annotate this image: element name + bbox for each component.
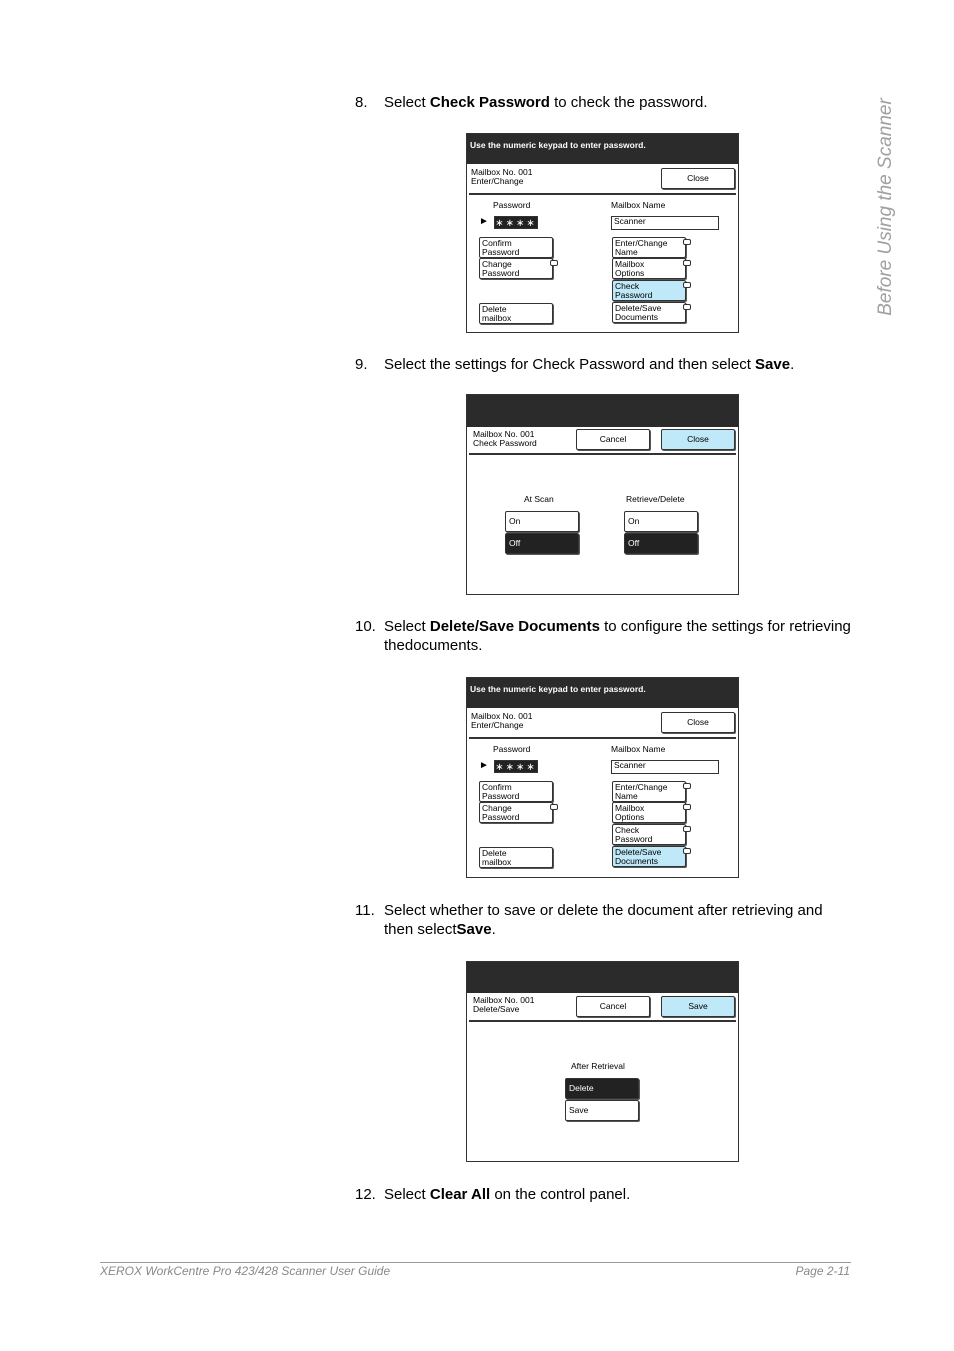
mailbox-name-field[interactable]: Scanner <box>611 760 719 774</box>
change-password-button[interactable] <box>479 802 553 823</box>
step-text <box>384 355 854 374</box>
delete-mailbox-button[interactable]: Delete mailbox <box>479 303 553 324</box>
save-option-button[interactable]: Save <box>565 1100 639 1121</box>
step-text <box>384 901 854 939</box>
screen-header: Mailbox No. 001 Enter/Change <box>471 167 533 186</box>
screen-check-password <box>466 394 739 595</box>
at-scan-off-button[interactable]: Off <box>505 533 579 554</box>
step-text-bold: Check Password <box>429 94 550 111</box>
step-text <box>384 617 854 655</box>
submenu-icon <box>683 304 691 310</box>
step-text-pre: Select the settings for Check Password and then select <box>384 356 756 373</box>
delete-mailbox-button[interactable]: Delete mailbox <box>479 847 553 868</box>
change-password-button[interactable] <box>479 258 553 279</box>
step-text-pre: Select <box>384 1186 430 1203</box>
check-password-label: Check Password <box>615 281 653 300</box>
delete-save-documents-label: Delete/Save Documents <box>615 847 662 866</box>
pointer-arrow-icon: ► <box>479 216 489 227</box>
submenu-icon <box>550 804 558 810</box>
step-number: 8. <box>355 94 368 111</box>
password-label: Password <box>493 744 531 754</box>
change-password-label: Change Password <box>482 803 520 822</box>
instruction-bar: Use the numeric keypad to enter password. <box>467 678 738 708</box>
step-text-bold: Save <box>456 921 492 938</box>
save-button[interactable]: Save <box>661 996 735 1017</box>
confirm-password-button[interactable]: Confirm Password <box>479 237 553 258</box>
mailbox-options-label: Mailbox Options <box>615 803 645 822</box>
mailbox-options-label: Mailbox Options <box>615 259 645 278</box>
enter-change-name-button[interactable] <box>612 781 686 802</box>
submenu-icon <box>683 804 691 810</box>
submenu-icon <box>683 848 691 854</box>
screen-delete-save <box>466 961 739 1162</box>
screen-header: Mailbox No. 001 Delete/Save <box>473 995 535 1014</box>
retrieve-delete-label: Retrieve/Delete <box>626 494 685 504</box>
step-text-pre: Select <box>384 94 430 111</box>
step-text <box>384 1185 854 1204</box>
screen-enter-change-2 <box>466 677 739 878</box>
mailbox-options-button[interactable] <box>612 258 686 279</box>
divider <box>469 453 736 455</box>
footer-guide-title: XEROX WorkCentre Pro 423/428 Scanner User Guide <box>100 1264 391 1278</box>
step-text-post: to check the password. <box>549 94 708 111</box>
submenu-icon <box>683 826 691 832</box>
mailbox-options-button[interactable] <box>612 802 686 823</box>
check-password-button[interactable] <box>612 280 686 301</box>
divider <box>469 737 736 739</box>
step-text <box>384 93 854 112</box>
retrieve-on-button[interactable]: On <box>624 511 698 532</box>
instruction-bar <box>467 395 738 427</box>
instruction-bar: Use the numeric keypad to enter password. <box>467 134 738 164</box>
at-scan-on-button[interactable]: On <box>505 511 579 532</box>
screen-header: Mailbox No. 001 Enter/Change <box>471 711 533 730</box>
submenu-icon <box>683 260 691 266</box>
check-password-label: Check Password <box>615 825 653 844</box>
mailbox-name-field[interactable]: Scanner <box>611 216 719 230</box>
step-number: 11. <box>355 902 375 919</box>
submenu-icon <box>683 239 691 245</box>
step-number: 12. <box>355 1186 376 1203</box>
step-number: 10. <box>355 618 376 635</box>
step-text-bold: Save <box>755 356 791 373</box>
side-title: Before Using the Scanner <box>875 98 896 316</box>
delete-save-documents-label: Delete/Save Documents <box>615 303 662 322</box>
step-text-bold: Clear All <box>429 1186 491 1203</box>
close-button[interactable]: Close <box>661 712 735 733</box>
check-password-button[interactable] <box>612 824 686 845</box>
submenu-icon <box>683 783 691 789</box>
instruction-bar <box>467 962 738 993</box>
mailbox-name-label: Mailbox Name <box>611 200 666 210</box>
footer-divider <box>100 1262 851 1263</box>
close-button[interactable]: Close <box>661 168 735 189</box>
retrieve-off-button[interactable]: Off <box>624 533 698 554</box>
step-text-pre: Select <box>384 618 430 635</box>
delete-option-button[interactable]: Delete <box>565 1078 639 1099</box>
step-text-pre: Select whether to save or delete the document after retrieving and then select <box>384 902 823 938</box>
cancel-button[interactable]: Cancel <box>576 996 650 1017</box>
enter-change-name-button[interactable] <box>612 237 686 258</box>
step-text-post: to configure the settings for retrieving thedocuments. <box>384 618 851 654</box>
screen-enter-change-1 <box>466 133 739 333</box>
delete-save-documents-button[interactable] <box>612 302 686 323</box>
footer-page-number: Page 2-11 <box>795 1264 850 1278</box>
step-text-post: on the control panel. <box>490 1186 631 1203</box>
change-password-label: Change Password <box>482 259 520 278</box>
submenu-icon <box>550 260 558 266</box>
divider <box>469 193 736 195</box>
password-field[interactable]: ∗∗∗∗ <box>495 218 537 229</box>
enter-change-name-label: Enter/Change Name <box>615 238 668 257</box>
delete-save-documents-button[interactable] <box>612 846 686 867</box>
mailbox-name-label: Mailbox Name <box>611 744 666 754</box>
enter-change-name-label: Enter/Change Name <box>615 782 668 801</box>
close-button[interactable]: Close <box>661 429 735 450</box>
step-text-post: . <box>790 356 795 373</box>
confirm-password-button[interactable]: Confirm Password <box>479 781 553 802</box>
step-text-post: . <box>491 921 496 938</box>
cancel-button[interactable]: Cancel <box>576 429 650 450</box>
after-retrieval-label: After Retrieval <box>571 1061 625 1071</box>
step-number: 9. <box>355 356 368 373</box>
at-scan-label: At Scan <box>524 494 554 504</box>
divider <box>469 1020 736 1022</box>
pointer-arrow-icon: ► <box>479 760 489 771</box>
password-label: Password <box>493 200 531 210</box>
password-field[interactable]: ∗∗∗∗ <box>495 762 537 773</box>
screen-header: Mailbox No. 001 Check Password <box>473 429 537 448</box>
step-text-bold: Delete/Save Documents <box>429 618 600 635</box>
submenu-icon <box>683 282 691 288</box>
